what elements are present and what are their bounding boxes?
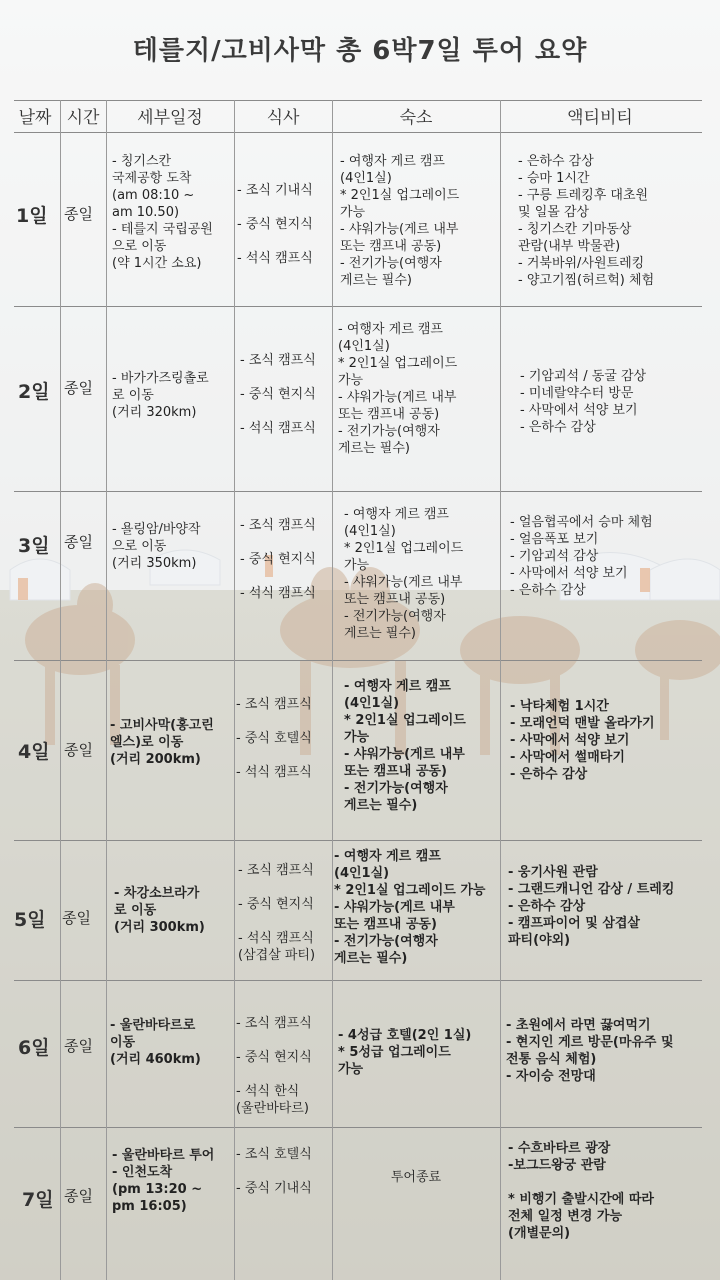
divider (14, 660, 702, 661)
schedule-cell: - 차강소브라가 로 이동 (거리 300km) (114, 886, 205, 935)
activity-cell: - 기암괴석 / 동굴 감상 - 미네랄약수터 방문 - 사막에서 석양 보기 - 은하수 감상 (520, 369, 647, 435)
day-label: 6일 (18, 1037, 50, 1059)
header-time: 시간 (66, 108, 100, 128)
lodging-cell: - 여행자 게르 캠프 (4인1실) * 2인1실 업그레이드 가능 - 샤워가능(게르 내부 또는 캠프내 공동) - 전기가능(여행자 게르는 필수) (338, 322, 458, 456)
meals-cell: - 조식 호텔식 - 중식 기내식 (236, 1147, 312, 1196)
lodging-cell: - 여행자 게르 캠프 (4인1실) * 2인1실 업그레이드 가능 - 샤워가능(게르 내부 또는 캠프내 공동) - 전기가능(여행자 게르는 필수) (334, 849, 486, 966)
divider (14, 980, 702, 981)
activity-cell: - 은하수 감상 - 승마 1시간 - 구릉 트레킹후 대초원 및 일몰 감상 - 칭기스칸 기마동상 관람(내부 박물관) - 거북바위/사원트레킹 - 양고기찜(허르헉) 체험 (518, 154, 655, 288)
meals-cell: - 조식 기내식 - 중식 현지식 - 석식 캠프식 (237, 183, 313, 266)
schedule-cell: - 울란바타르 투어 - 인천도착 (pm 13:20 ~ pm 16:05) (112, 1148, 215, 1214)
day-label: 2일 (18, 381, 50, 403)
time-label: 종일 (64, 1187, 93, 1205)
day-label: 3일 (18, 535, 50, 557)
meals-cell: - 조식 캠프식 - 중식 호텔식 - 석식 캠프식 (236, 697, 312, 780)
header-meals: 식사 (266, 108, 300, 128)
header-lodging: 숙소 (399, 108, 433, 128)
meals-cell: - 조식 캠프식 - 중식 현지식 - 석식 한식 (울란바타르) (236, 1016, 312, 1116)
meals-cell: - 조식 캠프식 - 중식 현지식 - 석식 캠프식 (240, 518, 316, 601)
time-label: 종일 (62, 909, 91, 927)
header-schedule: 세부일정 (137, 108, 203, 128)
lodging-cell: - 여행자 게르 캠프 (4인1실) * 2인1실 업그레이드 가능 - 샤워가능(게르 내부 또는 캠프내 공동) - 전기가능(여행자 게르는 필수) (344, 679, 466, 813)
activity-cell: - 수흐바타르 광장 -보그드왕궁 관람 * 비행기 출발시간에 따라 전체 일정 변경 가능 (개별문의) (508, 1141, 654, 1241)
meals-cell: - 조식 캠프식 - 중식 현지식 - 석식 캠프식 (240, 353, 316, 436)
schedule-cell: - 바가가즈링촐로 로 이동 (거리 320km) (112, 371, 209, 420)
day-label: 7일 (22, 1189, 54, 1211)
divider (106, 100, 107, 1280)
time-label: 종일 (64, 741, 93, 759)
schedule-cell: - 욜링암/바양작 으로 이동 (거리 350km) (112, 522, 201, 571)
divider (60, 100, 61, 1280)
day-label: 5일 (14, 909, 46, 931)
page-title: 테를지/고비사막 총 6박7일 투어 요약 (132, 36, 588, 66)
schedule-cell: - 울란바타르로 이동 (거리 460km) (110, 1018, 201, 1067)
divider (500, 100, 501, 1280)
activity-cell: - 낙타체험 1시간 - 모래언덕 맨발 올라가기 - 사막에서 석양 보기 - 사막에서 썰매타기 - 은하수 감상 (510, 699, 655, 782)
divider (14, 1127, 702, 1128)
header-activity: 액티비티 (567, 108, 633, 128)
divider (14, 840, 702, 841)
lodging-cell: - 4성급 호텔(2인 1실) * 5성급 업그레이드 가능 (338, 1028, 472, 1077)
activity-cell: - 웅기사원 관람 - 그랜드캐니언 감상 / 트레킹 - 은하수 감상 - 캠프파이어 및 삼겹살 파티(야외) (508, 865, 675, 948)
schedule-cell: - 칭기스칸 국제공항 도착 (am 08:10 ~ am 10.50) - 테를지 국립공원 으로 이동 (약 1시간 소요) (112, 154, 213, 271)
activity-cell: - 얼음협곡에서 승마 체험 - 얼음폭포 보기 - 기암괴석 감상 - 사막에서 석양 보기 - 은하수 감상 (510, 515, 653, 598)
schedule-cell: - 고비사막(홍고린 엘스)로 이동 (거리 200km) (110, 718, 214, 767)
activity-cell: - 초원에서 라면 끓여먹기 - 현지인 게르 방문(마유주 및 전통 음식 체험) - 자이승 전망대 (506, 1018, 674, 1084)
lodging-cell: - 여행자 게르 캠프 (4인1실) * 2인1실 업그레이드 가능 - 샤워가능(게르 내부 또는 캠프내 공동) - 전기가능(여행자 게르는 필수) (340, 154, 460, 288)
time-label: 종일 (64, 379, 93, 397)
divider (14, 132, 702, 133)
divider (14, 491, 702, 492)
time-label: 종일 (64, 533, 93, 551)
divider (14, 100, 702, 101)
day-label: 4일 (18, 741, 50, 763)
time-label: 종일 (64, 1037, 93, 1055)
lodging-cell: - 여행자 게르 캠프 (4인1실) * 2인1실 업그레이드 가능 - 샤워가능(게르 내부 또는 캠프내 공동) - 전기가능(여행자 게르는 필수) (344, 507, 464, 641)
lodging-cell: 투어종료 (390, 1170, 442, 1185)
day-label: 1일 (16, 205, 48, 227)
divider (234, 100, 235, 1280)
divider (14, 306, 702, 307)
divider (332, 100, 333, 1280)
time-label: 종일 (64, 205, 93, 223)
meals-cell: - 조식 캠프식 - 중식 현지식 - 석식 캠프식 (삼겹살 파티) (238, 863, 316, 963)
header-date: 날짜 (18, 108, 52, 128)
